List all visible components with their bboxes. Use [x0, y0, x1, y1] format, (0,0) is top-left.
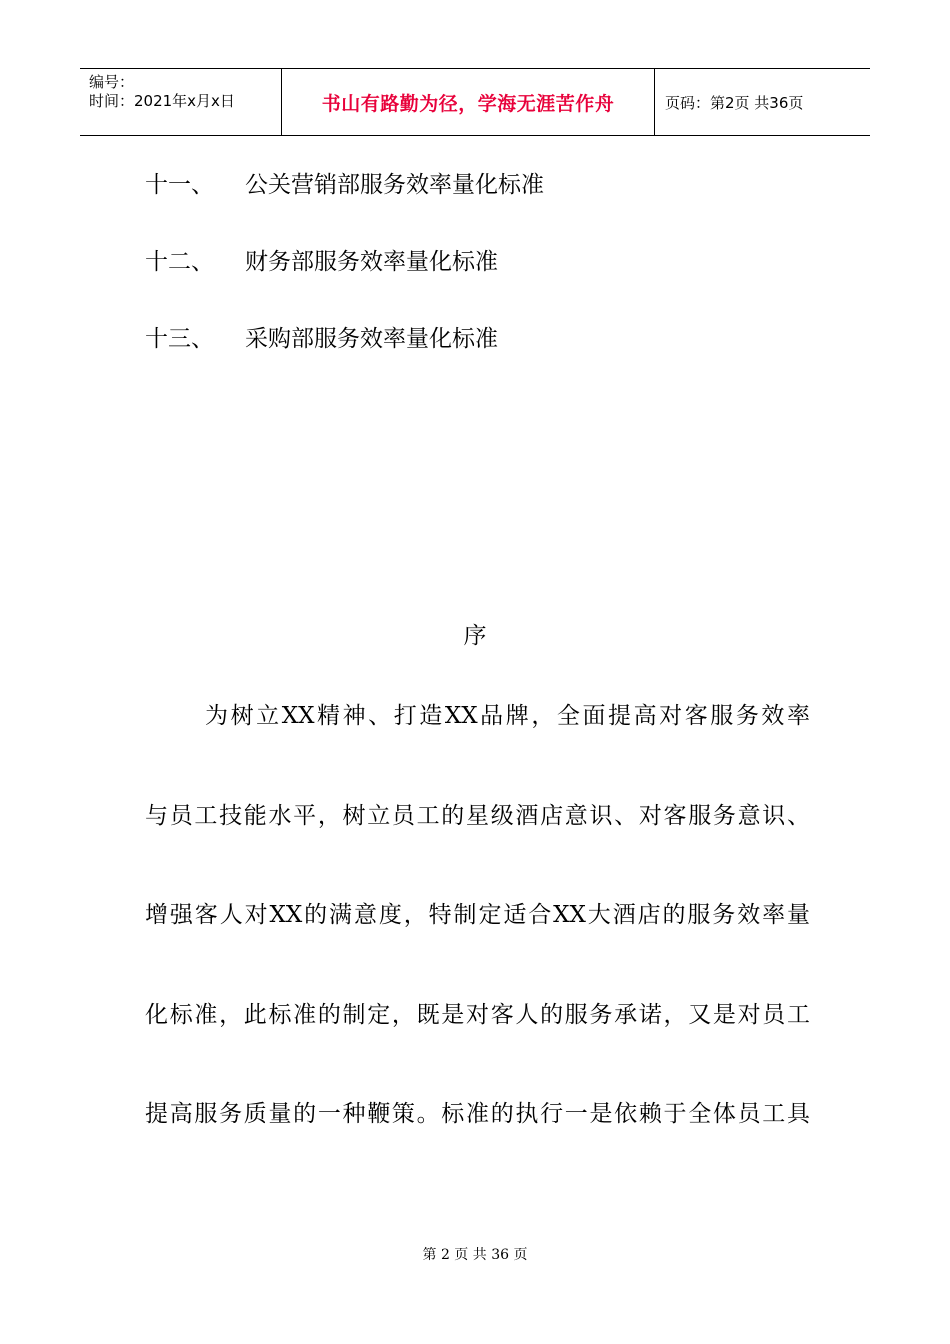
page-footer: 第 2 页 共 36 页 [422, 1247, 528, 1263]
toc-item [145, 246, 498, 278]
toc-item-number: 十三、 [145, 326, 214, 352]
toc-item-title: 财务部服务效率量化标准 [245, 249, 498, 275]
preface-title: 序 [463, 623, 487, 649]
toc-item [145, 323, 498, 355]
header-motto: 书山有路勤为径，学海无涯苦作舟 [321, 92, 615, 115]
preface-line: 化标准，此标准的制定，既是对客人的服务承诺，又是对员工 [145, 1002, 810, 1028]
document-date-label: 时间：2021年x月x日 [89, 92, 235, 110]
preface-line: 增强客人对XX的满意度，特制定适合XX大酒店的服务效率量 [145, 902, 810, 928]
header-page-cell [655, 69, 870, 135]
preface-line: 提高服务质量的一种鞭策。标准的执行一是依赖于全体员工具 [145, 1101, 810, 1127]
header-info-cell [80, 69, 282, 135]
header-motto-cell [282, 69, 655, 135]
toc-item-number: 十二、 [145, 249, 214, 275]
preface-line: 与员工技能水平，树立员工的星级酒店意识、对客服务意识、 [145, 803, 810, 829]
toc-item-number: 十一、 [145, 172, 214, 198]
preface-line: 为树立XX精神、打造XX品牌，全面提高对客服务效率 [205, 703, 810, 729]
header-page-label: 页码：第2页 共36页 [665, 93, 804, 112]
document-header [80, 68, 870, 136]
toc-item-title: 采购部服务效率量化标准 [245, 326, 498, 352]
toc-item-title: 公关营销部服务效率量化标准 [245, 172, 544, 198]
toc-item [145, 169, 544, 201]
document-number-label: 编号： [89, 73, 135, 91]
